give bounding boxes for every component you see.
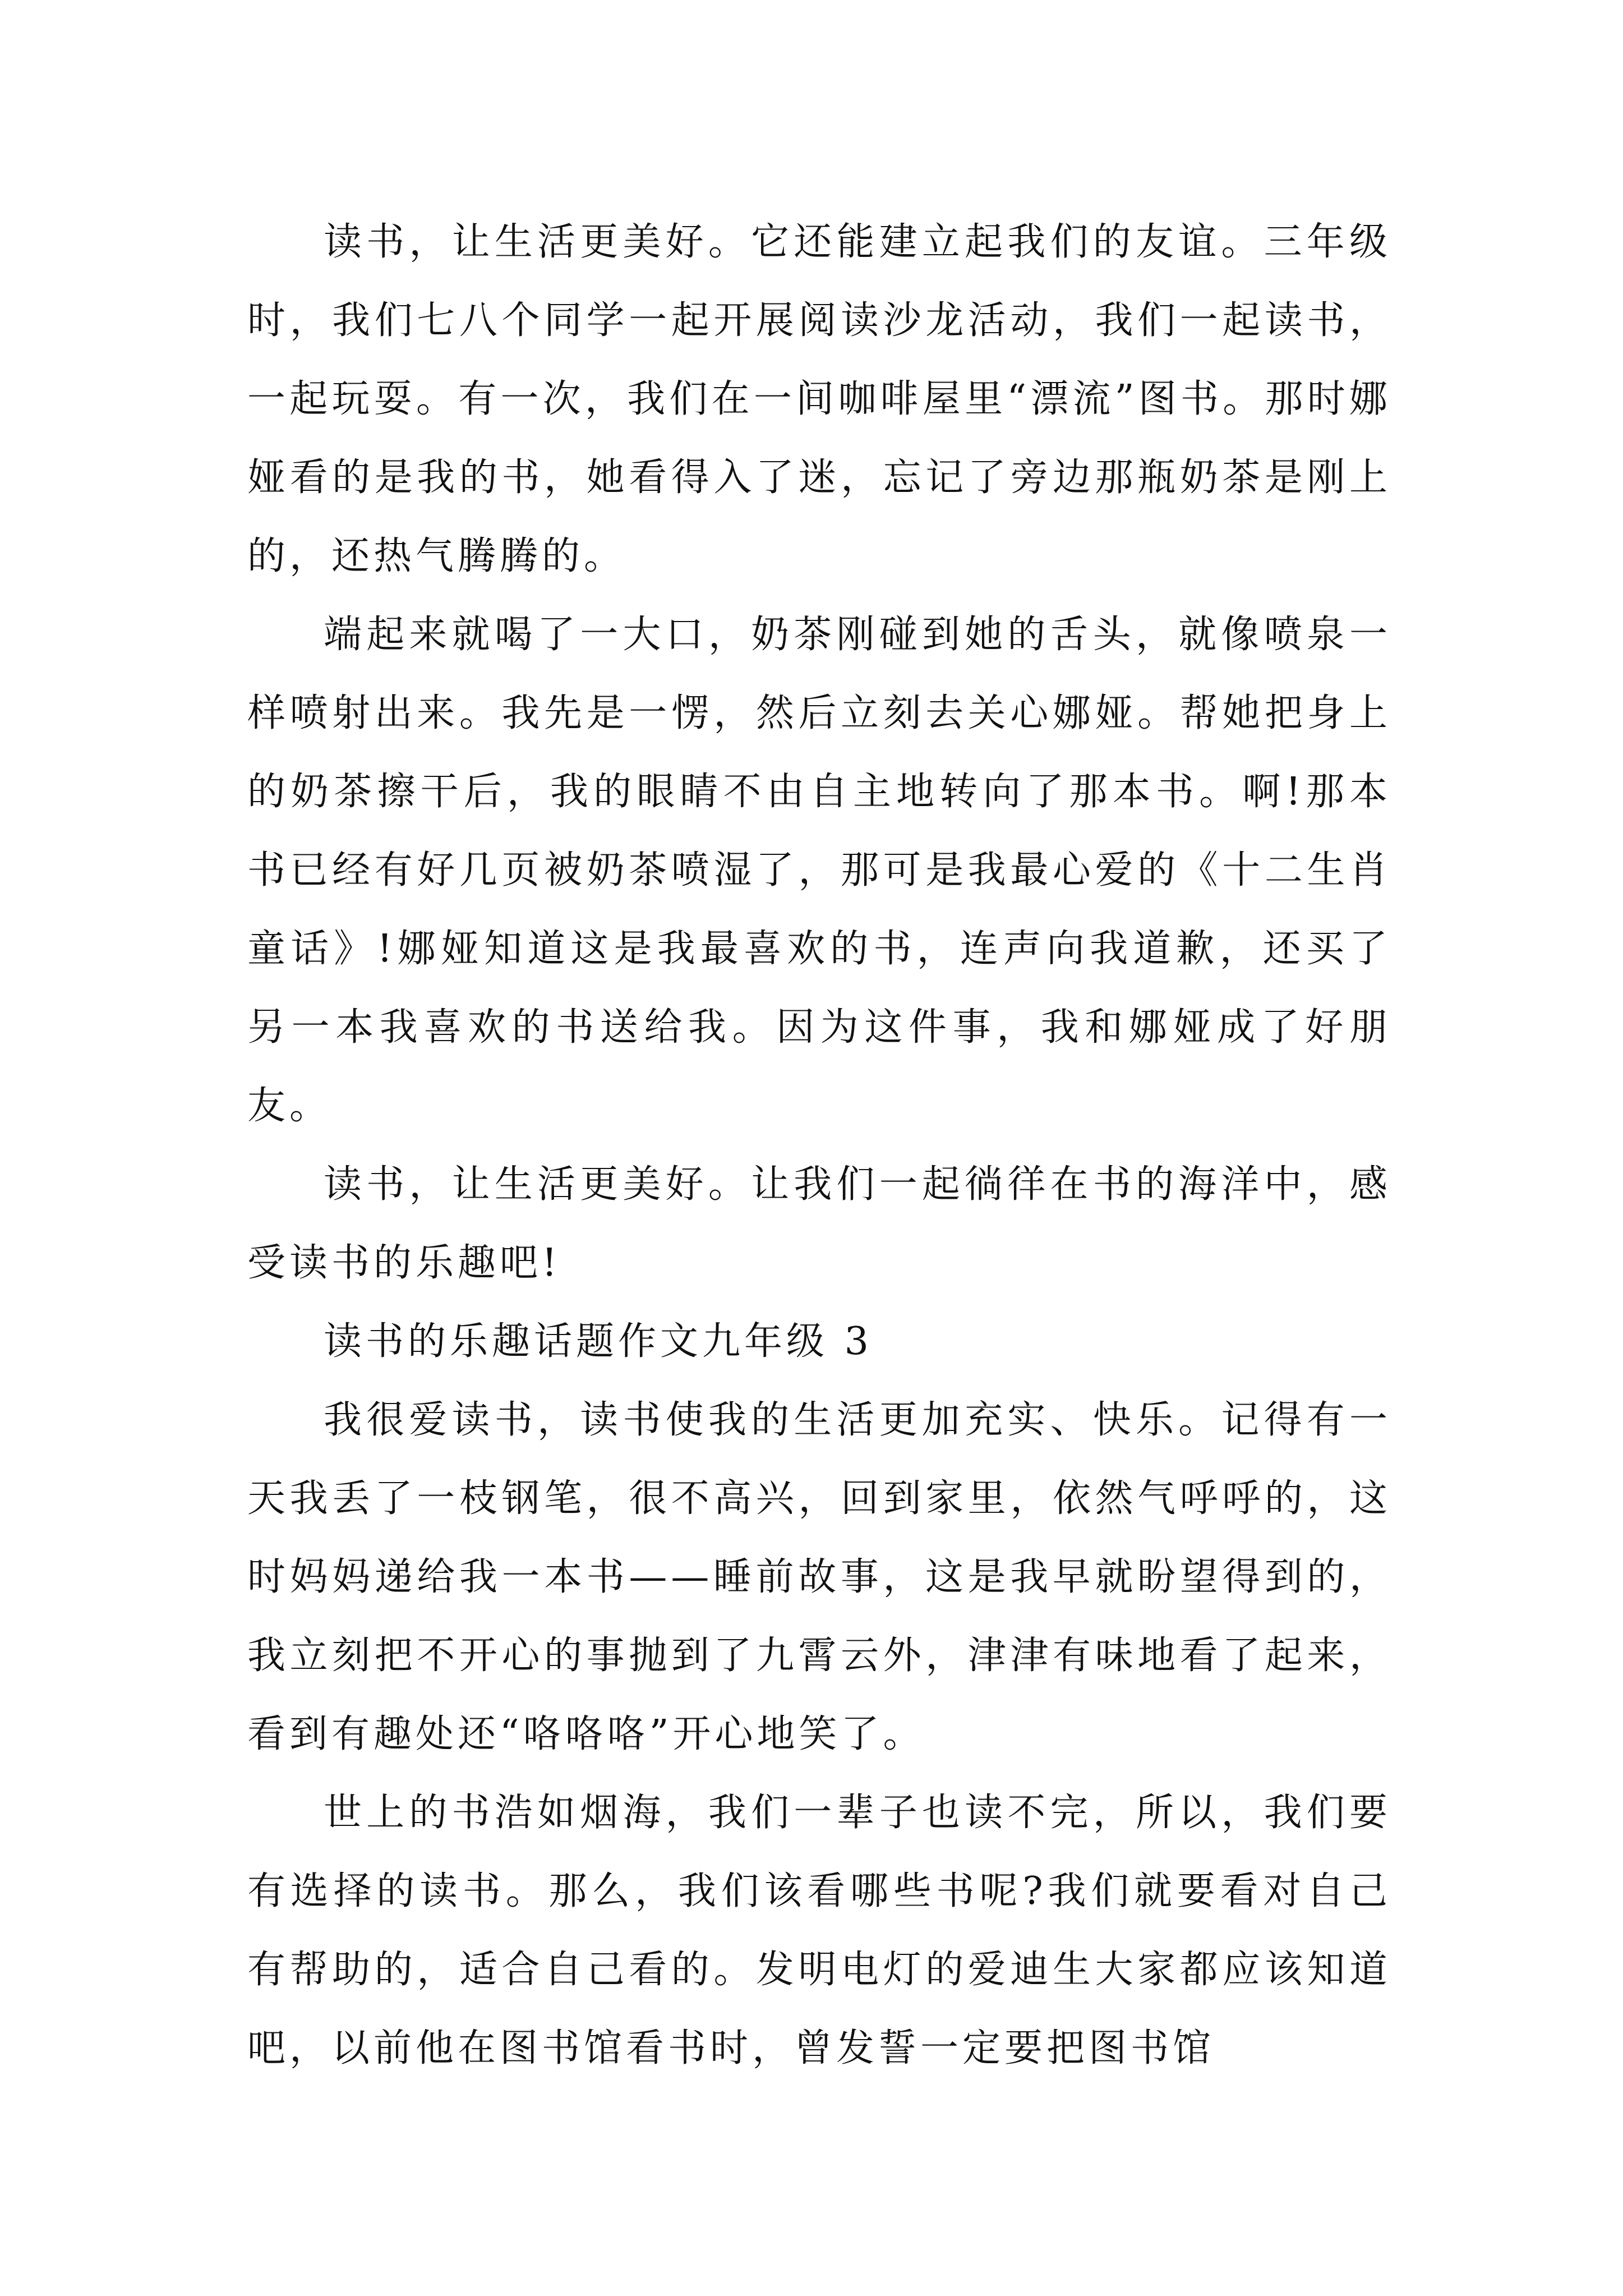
- paragraph-choose-books: 世上的书浩如烟海，我们一辈子也读不完，所以，我们要有选择的读书。那么，我们该看哪些书呢?我们就要看对自己有帮助的，适合自己看的。发明电灯的爱迪生大家都应该知道吧，以前他在图书馆看书时，曾发誓一定要把图书馆: [247, 1791, 1391, 2070]
- paragraph-conclusion: 读书，让生活更美好。让我们一起徜徉在书的海洋中，感受读书的乐趣吧!: [247, 1162, 1391, 1285]
- paragraph-love-reading: 我很爱读书，读书使我的生活更加充实、快乐。记得有一天我丢了一枝钢笔，很不高兴，回到家里，依然气呼呼的，这时妈妈递给我一本书——睡前故事，这是我早就盼望得到的，我立刻把不开心的事抛到了九霄云外，津津有味地看了起来，看到有趣处还“咯咯咯”开心地笑了。: [247, 1398, 1391, 1756]
- paragraph-milk-tea-story: 端起来就喝了一大口，奶茶刚碰到她的舌头，就像喷泉一样喷射出来。我先是一愣，然后立刻去关心娜娅。帮她把身上的奶茶擦干后，我的眼睛不由自主地转向了那本书。啊!那本书已经有好几页被奶茶喷湿了，那可是我最心爱的《十二生肖童话》!娜娅知道这是我最喜欢的书，连声向我道歉，还买了另一本我喜欢的书送给我。因为这件事，我和娜娅成了好朋友。: [247, 613, 1391, 1128]
- essay-heading: 读书的乐趣话题作文九年级 3: [324, 1319, 873, 1364]
- paragraph-friendship: 读书，让生活更美好。它还能建立起我们的友谊。三年级时，我们七八个同学一起开展阅读沙龙活动，我们一起读书，一起玩耍。有一次，我们在一间咖啡屋里“漂流”图书。那时娜娅看的是我的书，她看得入了迷，忘记了旁边那瓶奶茶是刚上的，还热气腾腾的。: [247, 220, 1391, 578]
- document-body: [247, 203, 1391, 2088]
